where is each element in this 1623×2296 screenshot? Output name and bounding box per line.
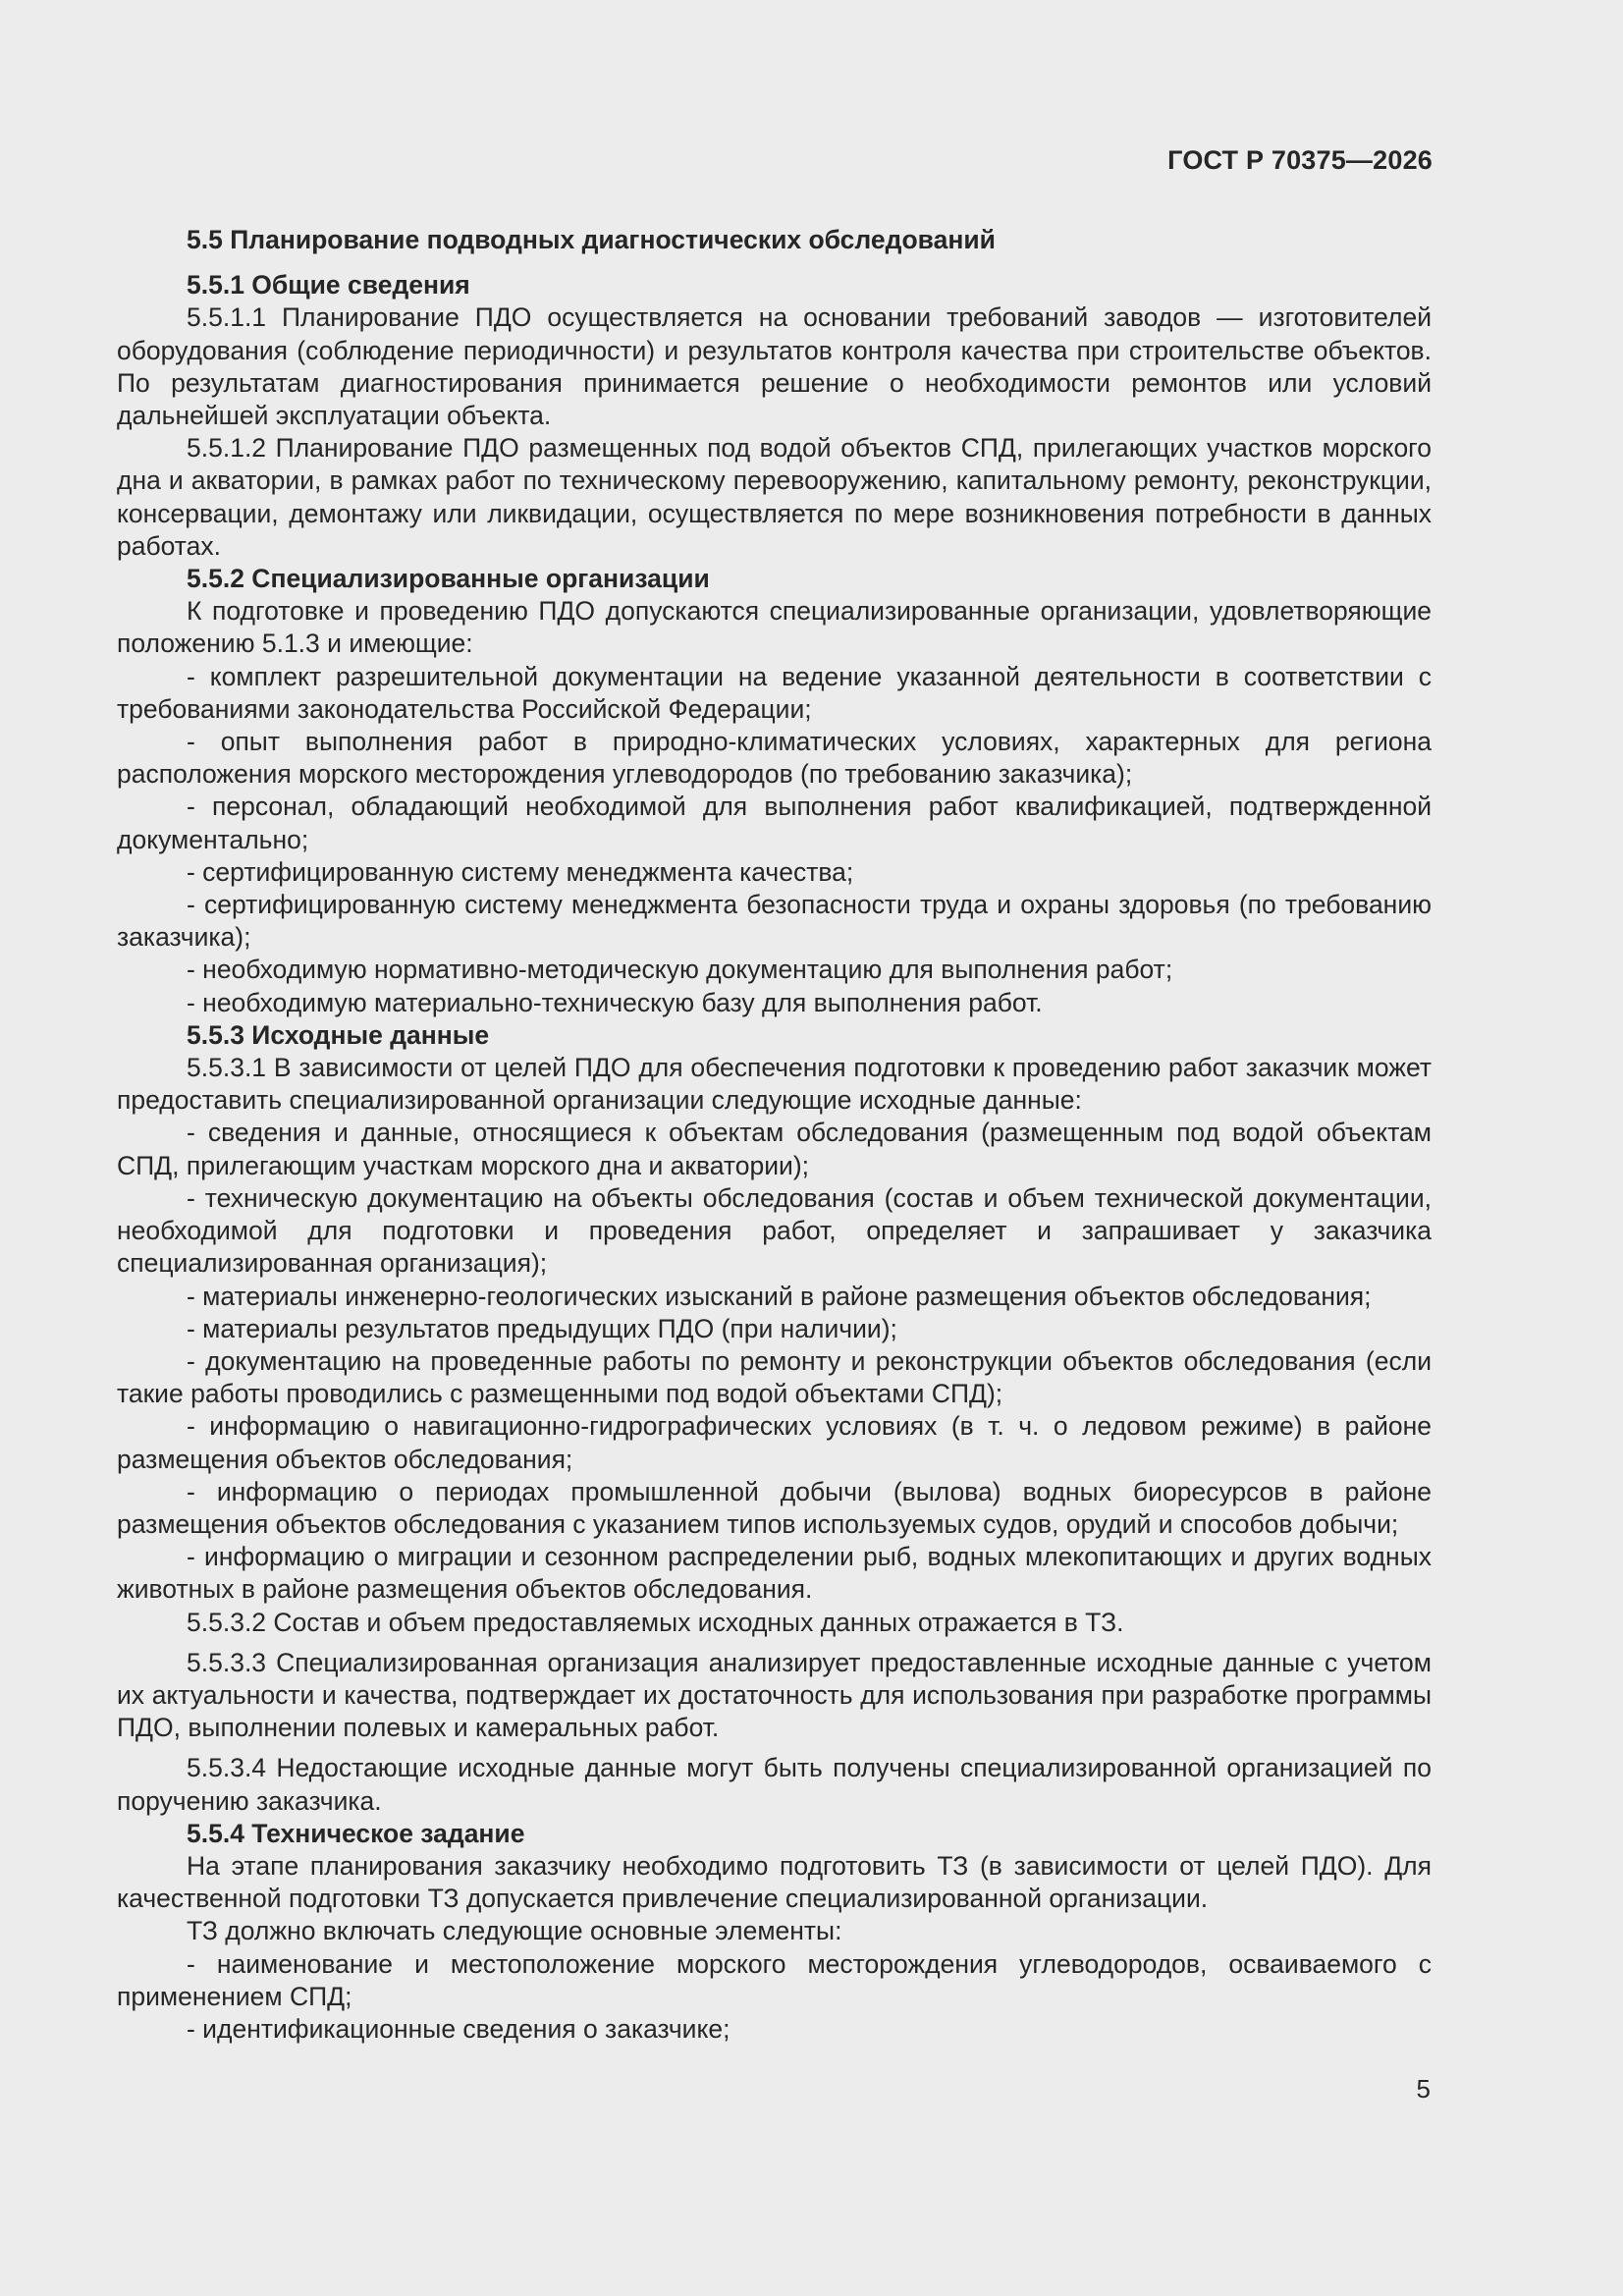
list-item: - сертифицированную систему менеджмента качества;: [187, 856, 854, 887]
paragraph: ТЗ должно включать следующие основные элементы:: [187, 1916, 842, 1946]
subsection-heading: 5.5.4 Техническое задание: [187, 1818, 525, 1848]
subsection-heading: 5.5.1 Общие сведения: [187, 270, 470, 301]
list-item: - техническую документацию на объекты обследования (состав и объем технической документации, необходимой для подготовки и проведения работ, определяет и запрашивает у заказчика специализированная организация);: [117, 1182, 1432, 1279]
paragraph: 5.5.3.2 Состав и объем предоставляемых исходных данных отражается в ТЗ.: [187, 1607, 1124, 1637]
list-item: - комплект разрешительной документации на ведение указанной деятельности в соответствии с требованиями законодательства Российской Федерации;: [117, 661, 1432, 724]
subsection-heading: 5.5.3 Исходные данные: [187, 1019, 490, 1050]
document-code: ГОСТ Р 70375—2026: [1167, 145, 1433, 175]
list-item: - информацию о периодах промышленной добычи (вылова) водных биоресурсов в районе размещения объектов обследования с указанием типов используемых судов, орудий и способов добычи;: [117, 1476, 1432, 1539]
paragraph: На этапе планирования заказчику необходимо подготовить ТЗ (в зависимости от целей ПДО). Для качественной подготовки ТЗ допускается привлечение специализированной организации.: [117, 1850, 1432, 1914]
list-item: - наименование и местоположение морского месторождения углеводородов, осваиваемого с применением СПД;: [117, 1948, 1432, 2011]
paragraph: 5.5.1.2 Планирование ПДО размещенных под водой объектов СПД, прилегающих участков морского дна и акватории, в рамках работ по техническому перевооружению, капитальному ремонту, реконструкции, консервации, демонтажу или ликвидации, осуществляется по мере возникновения потребности в данных работах.: [117, 433, 1432, 561]
list-item: - идентификационные сведения о заказчике;: [187, 2013, 730, 2044]
page-number: 5: [1416, 2074, 1431, 2104]
paragraph: 5.5.3.4 Недостающие исходные данные могут быть получены специализированной организацией по поручению заказчика.: [117, 1753, 1432, 1816]
document-body: [117, 224, 1432, 2046]
list-item: - сертифицированную систему менеджмента безопасности труда и охраны здоровья (по требованию заказчика);: [117, 890, 1432, 953]
paragraph: 5.5.1.1 Планирование ПДО осуществляется на основании требований заводов — изготовителей оборудования (соблюдение периодичности) и результатов контроля качества при строительстве объектов. По результатам диагностирования принимается решение о необходимости ремонтов или условий дальнейшей эксплуатации объекта.: [117, 302, 1432, 431]
list-item: - документацию на проведенные работы по ремонту и реконструкции объектов обследования (если такие работы проводились с размещенными под водой объектами СПД);: [117, 1345, 1432, 1409]
list-item: - материалы инженерно-геологических изысканий в районе размещения объектов обследования;: [187, 1281, 1372, 1311]
list-item: - информацию о навигационно-гидрографических условиях (в т. ч. о ледовом режиме) в районе размещения объектов обследования;: [117, 1411, 1432, 1474]
list-item: - необходимую нормативно-методическую документацию для выполнения работ;: [187, 955, 1173, 985]
list-item: - необходимую материально-техническую базу для выполнения работ.: [187, 987, 1043, 1017]
section-heading: 5.5 Планирование подводных диагностических обследований: [187, 225, 996, 254]
list-item: - информацию о миграции и сезонном распределении рыб, водных млекопитающих и других водных животных в районе размещения объектов обследования.: [117, 1542, 1432, 1605]
subsection-heading: 5.5.2 Специализированные организации: [187, 564, 710, 594]
list-item: - сведения и данные, относящиеся к объектам обследования (размещенным под водой объектам СПД, прилегающим участкам морского дна и акватории);: [117, 1118, 1432, 1180]
paragraph: 5.5.3.3 Специализированная организация анализирует предоставленные исходные данные с учетом их актуальности и качества, подтверждает их достаточность для использования при разработке программы ПДО, выполнении полевых и камеральных работ.: [117, 1647, 1432, 1743]
list-item: - персонал, обладающий необходимой для выполнения работ квалификацией, подтвержденной документально;: [117, 792, 1432, 854]
paragraph: 5.5.3.1 В зависимости от целей ПДО для обеспечения подготовки к проведению работ заказчик может предоставить специализированной организации следующие исходные данные:: [117, 1053, 1432, 1116]
list-item: - материалы результатов предыдущих ПДО (при наличии);: [187, 1313, 897, 1343]
paragraph: К подготовке и проведению ПДО допускаются специализированные организации, удовлетворяющие положению 5.1.3 и имеющие:: [117, 596, 1432, 659]
list-item: - опыт выполнения работ в природно-климатических условиях, характерных для региона расположения морского месторождения углеводородов (по требованию заказчика);: [117, 727, 1432, 790]
